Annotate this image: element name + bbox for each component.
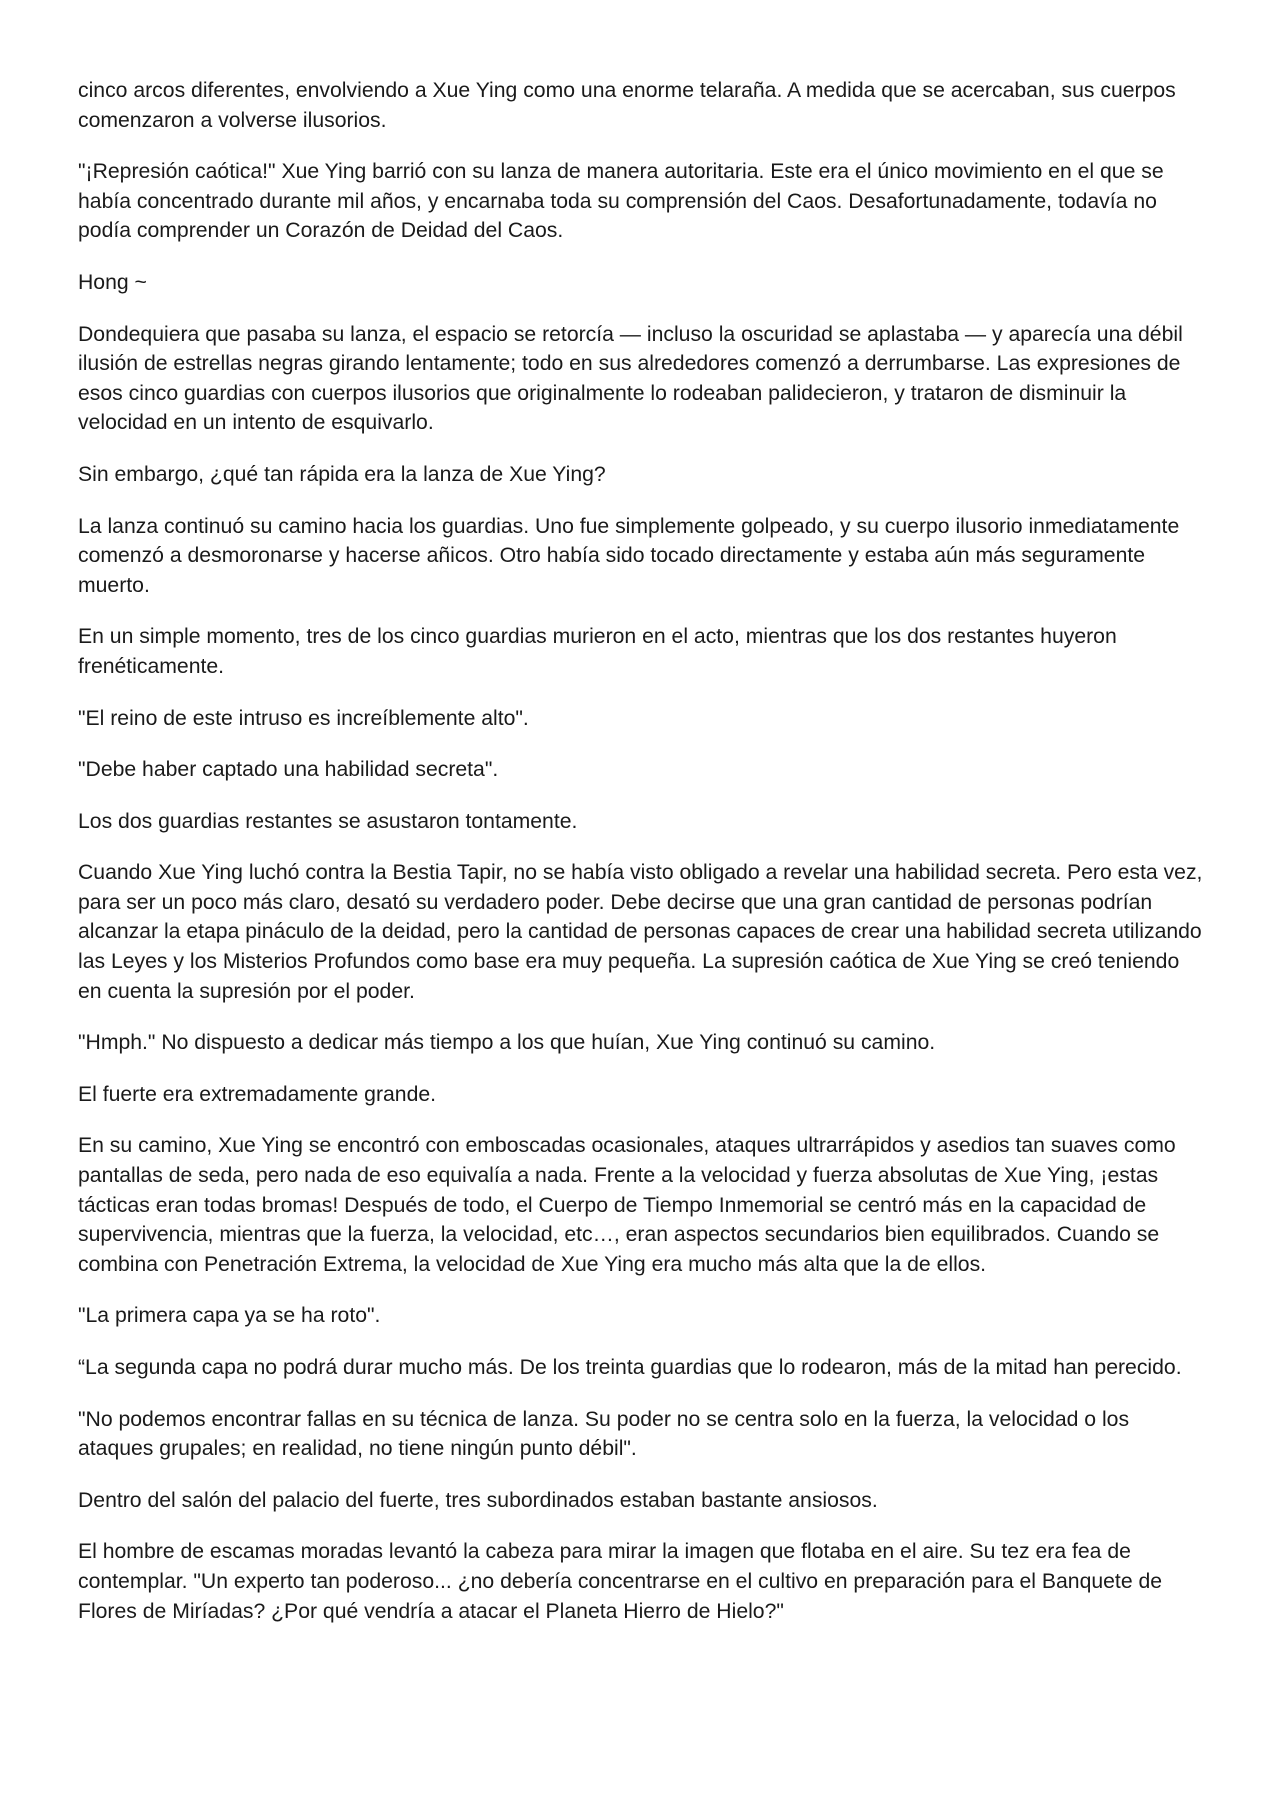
paragraph: Cuando Xue Ying luchó contra la Bestia Tapir, no se había visto obligado a revelar una habilidad secreta. Pero esta vez, para ser un poco más claro, desató su verdadero poder. Debe decirse que una gran cantidad de personas podrían alcanzar la etapa pináculo de la deidad, pero la cantidad de personas capaces de crear una habilidad secreta utilizando las Leyes y los Misterios Profundos como base era muy pequeña. La supresión caótica de Xue Ying se creó teniendo en cuenta la supresión por el poder. <box>78 861 1203 1003</box>
paragraph: cinco arcos diferentes, envolviendo a Xue Ying como una enorme telaraña. A medida que se acercaban, sus cuerpos comenzaron a volverse ilusorios. <box>78 79 1176 132</box>
paragraph: "El reino de este intruso es increíblemente alto". <box>78 706 529 730</box>
paragraph: "Debe haber captado una habilidad secreta". <box>78 758 499 782</box>
paragraph: "¡Represión caótica!" Xue Ying barrió con su lanza de manera autoritaria. Este era el único movimiento en el que se había concentrado durante mil años, y encarnaba toda su comprensión del Caos. Desafortunadamente, todavía no podía comprender un Corazón de Deidad del Caos. <box>78 160 1164 243</box>
paragraph: Los dos guardias restantes se asustaron tontamente. <box>78 809 578 833</box>
paragraph: En un simple momento, tres de los cinco guardias murieron en el acto, mientras que los dos restantes huyeron frenéticamente. <box>78 625 1117 678</box>
paragraph: En su camino, Xue Ying se encontró con emboscadas ocasionales, ataques ultrarrápidos y asedios tan suaves como pantallas de seda, pero nada de eso equivalía a nada. Frente a la velocidad y fuerza absolutas de Xue Ying, ¡estas tácticas eran todas bromas! Después de todo, el Cuerpo de Tiempo Inmemorial se centró más en la capacidad de supervivencia, mientras que la fuerza, la velocidad, etc…, eran aspectos secundarios bien equilibrados. Cuando se combina con Penetración Extrema, la velocidad de Xue Ying era mucho más alta que la de ellos. <box>78 1134 1176 1276</box>
paragraph: La lanza continuó su camino hacia los guardias. Uno fue simplemente golpeado, y su cuerpo ilusorio inmediatamente comenzó a desmoronarse y hacerse añicos. Otro había sido tocado directamente y estaba aún más seguramente muerto. <box>78 514 1180 597</box>
paragraph: Dentro del salón del palacio del fuerte, tres subordinados estaban bastante ansiosos. <box>78 1488 878 1512</box>
paragraph: El fuerte era extremadamente grande. <box>78 1082 437 1106</box>
paragraph: "Hmph." No dispuesto a dedicar más tiempo a los que huían, Xue Ying continuó su camino. <box>78 1031 936 1055</box>
paragraph: Sin embargo, ¿qué tan rápida era la lanza de Xue Ying? <box>78 462 606 486</box>
paragraph: "La primera capa ya se ha roto". <box>78 1304 381 1328</box>
paragraph: Hong ~ <box>78 270 147 294</box>
paragraph: Dondequiera que pasaba su lanza, el espacio se retorcía — incluso la oscuridad se aplastaba — y aparecía una débil ilusión de estrellas negras girando lentamente; todo en sus alrededores comenzó a derrumbarse. Las expresiones de esos cinco guardias con cuerpos ilusorios que originalmente lo rodeaban palidecieron, y trataron de disminuir la velocidad en un intento de esquivarlo. <box>78 322 1183 435</box>
paragraph: “La segunda capa no podrá durar mucho más. De los treinta guardias que lo rodearon, más de la mitad han perecido. <box>78 1356 1182 1379</box>
document-page <box>78 76 1208 1648</box>
paragraph: El hombre de escamas moradas levantó la cabeza para mirar la imagen que flotaba en el aire. Su tez era fea de contemplar. "Un experto tan poderoso... ¿no debería concentrarse en el cultivo en preparación para el Banquete de Flores de Miríadas? ¿Por qué vendría a atacar el Planeta Hierro de Hielo?" <box>78 1540 1163 1623</box>
paragraph: "No podemos encontrar fallas en su técnica de lanza. Su poder no se centra solo en la fuerza, la velocidad o los ataques grupales; en realidad, no tiene ningún punto débil". <box>78 1407 1130 1461</box>
